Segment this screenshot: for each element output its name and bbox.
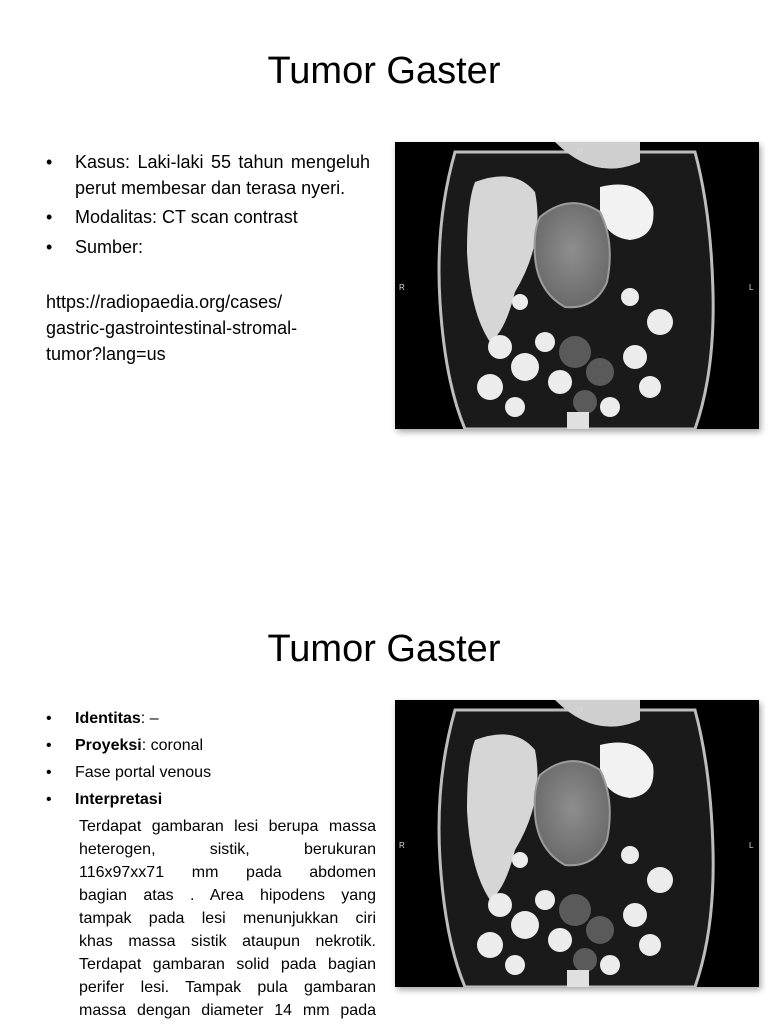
bullet-value: Fase portal venous — [75, 764, 212, 781]
bullet-modality: • Modalitas: CT scan contrast — [46, 205, 370, 231]
slide-2 — [0, 576, 768, 1024]
source-url[interactable] — [46, 289, 346, 367]
paragraph-line: perifer lesi. Tampak pula gambaran — [79, 979, 376, 996]
bullet-list — [46, 705, 376, 813]
ct-marker-right: L — [749, 283, 754, 292]
paragraph-line: 116x97xx71 mm pada abdomen — [79, 864, 376, 881]
source-url-line: tumor?lang=us — [46, 344, 166, 364]
bullet-label: Identitas — [75, 710, 141, 727]
source-url-line: https://radiopaedia.org/cases/ — [46, 292, 283, 312]
bullet-interpretation — [46, 786, 376, 813]
interpretation-paragraph — [79, 815, 376, 1022]
ct-marker-right: L — [749, 841, 754, 850]
bullet-source: • Sumber: — [46, 235, 370, 261]
ct-marker-left: R — [399, 283, 405, 292]
source-url-line: gastric-gastrointestinal-stromal- — [46, 318, 298, 338]
slide-title: Tumor Gaster — [267, 50, 501, 92]
bullet-list — [46, 150, 370, 264]
paragraph-line: tampak pada lesi menunjukkan ciri — [79, 910, 376, 927]
paragraph-line: Terdapat gambaran lesi berupa massa — [79, 818, 376, 835]
ct-marker-top: H — [577, 147, 583, 156]
bullet-label: Proyeksi — [75, 737, 142, 754]
bullet-label: Interpretasi — [75, 791, 163, 808]
paragraph-line: khas massa sistik ataupun nekrotik. — [79, 933, 376, 950]
ct-scan-image — [395, 700, 759, 987]
paragraph-line: heterogen, sistik, berukuran — [79, 841, 376, 858]
ct-scan-image — [395, 142, 759, 429]
bullet-phase — [46, 759, 376, 786]
ct-marker-left: R — [399, 841, 405, 850]
bullet-value: : coronal — [141, 737, 204, 754]
bullet-value: : – — [140, 710, 159, 727]
slide-title: Tumor Gaster — [267, 628, 501, 670]
ct-marker-top: H — [577, 705, 583, 714]
paragraph-line: massa dengan diameter 14 mm pada — [79, 1002, 376, 1019]
bullet-case: • Kasus: Laki-laki 55 tahun mengeluh perut membesar dan terasa nyeri. — [46, 150, 370, 201]
bullet-projection — [46, 732, 376, 759]
paragraph-line: Terdapat gambaran solid pada bagian — [79, 956, 376, 973]
paragraph-line: bagian atas . Area hipodens yang — [79, 887, 376, 904]
bullet-identity — [46, 705, 376, 732]
